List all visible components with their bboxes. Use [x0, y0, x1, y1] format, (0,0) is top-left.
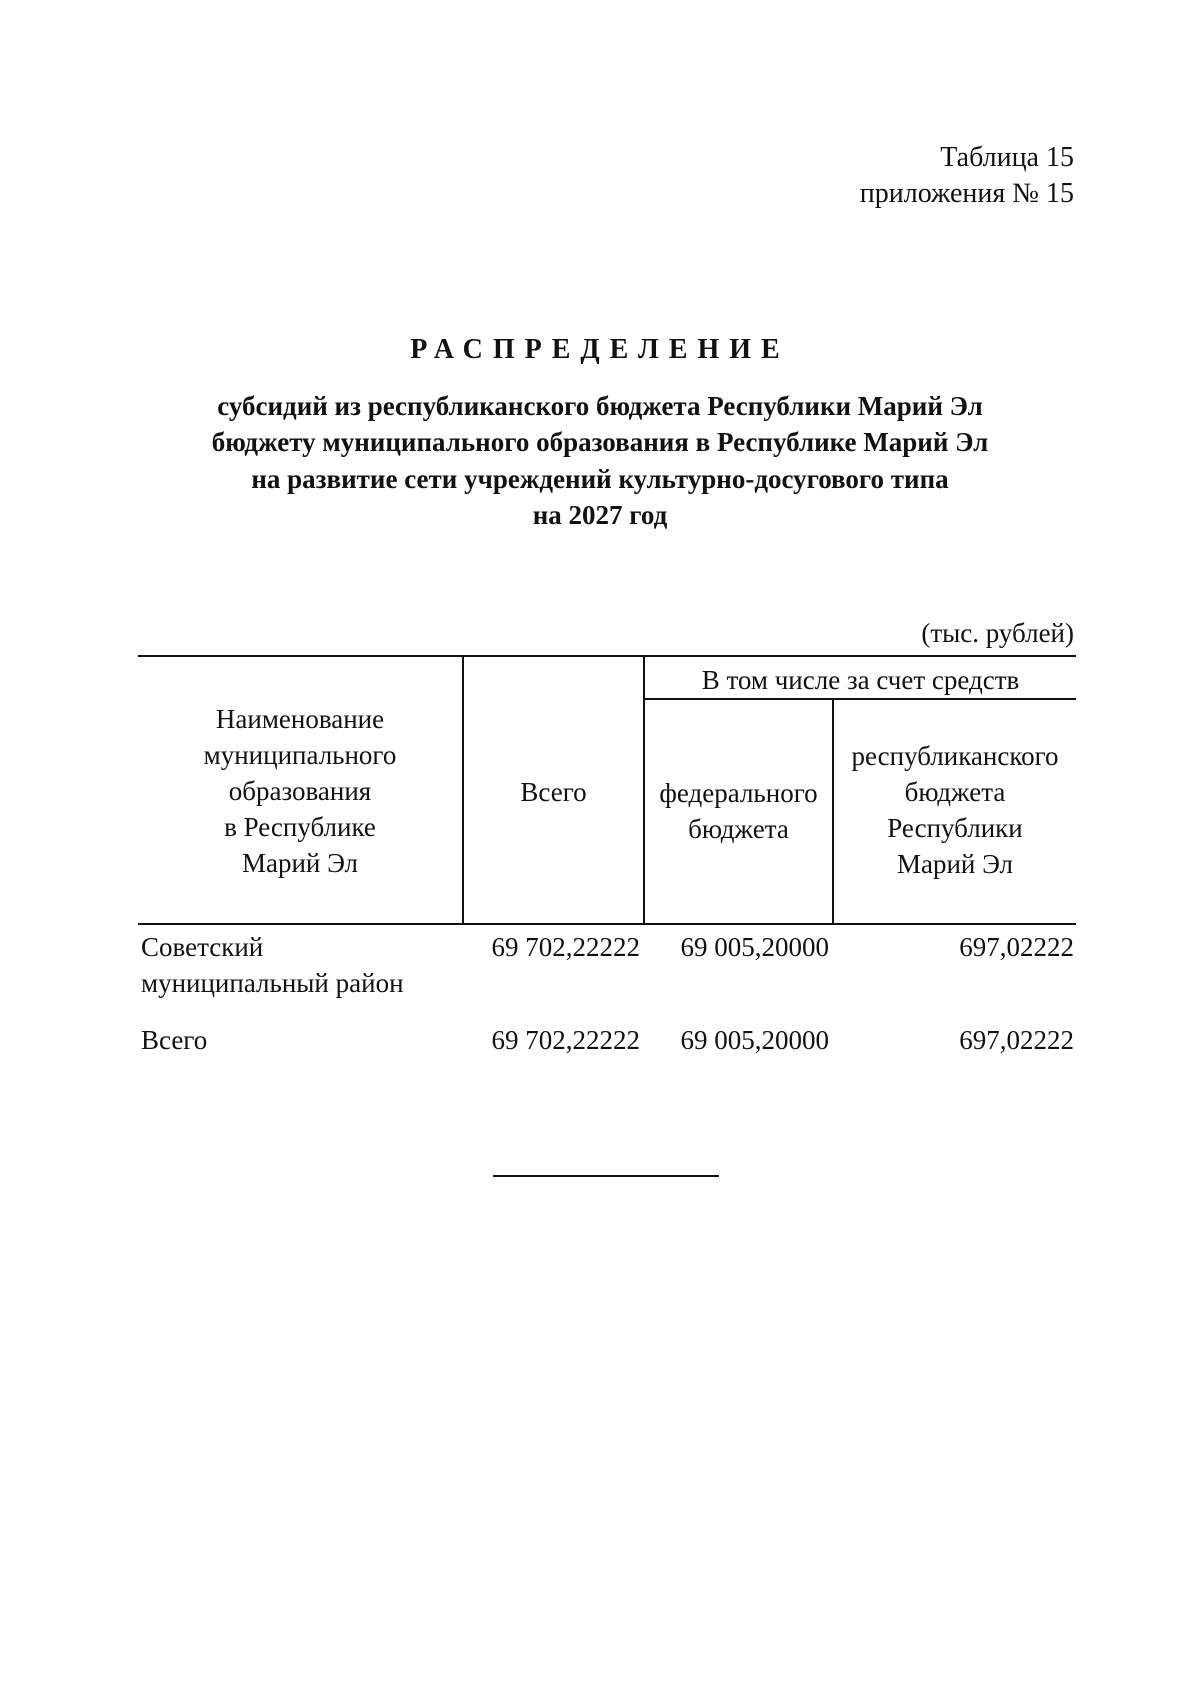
header-name-line: образования — [228, 776, 372, 806]
table-number-label: Таблица 15 — [940, 142, 1074, 173]
header-republic-line: бюджета — [904, 777, 1006, 807]
units-label: (тыс. рублей) — [921, 618, 1074, 648]
header-republic-column — [834, 738, 1076, 882]
table-row-name — [141, 929, 461, 1001]
end-divider-line — [493, 1175, 719, 1177]
document-title: РАСПРЕДЕЛЕНИЕ — [410, 334, 790, 365]
table-cell-republic: 697,02222 — [959, 932, 1074, 962]
table-group-divider — [644, 698, 1076, 700]
header-name-line: муниципального — [203, 740, 397, 770]
header-federal-line: бюджета — [688, 814, 789, 844]
subtitle-line-1: субсидий из республиканского бюджета Республики Марий Эл — [217, 391, 983, 421]
header-name-line: Марий Эл — [241, 848, 359, 878]
table-cell-federal: 69 005,20000 — [680, 1025, 829, 1055]
table-row-name — [141, 1022, 461, 1058]
header-name-line: Наименование — [215, 704, 385, 734]
header-republic-line: Республики — [887, 813, 1023, 843]
header-group-column: В том числе за счет средств — [701, 665, 1020, 695]
subtitle-line-2: бюджету муниципального образования в Республике Марий Эл — [211, 427, 989, 457]
header-republic-line: Марий Эл — [896, 849, 1014, 879]
header-name-column — [138, 701, 462, 881]
table-top-border — [138, 655, 1076, 657]
table-cell-total: 69 702,22222 — [491, 1025, 640, 1055]
appendix-label: приложения № 15 — [859, 178, 1074, 209]
row-name-line: муниципальный район — [141, 968, 404, 998]
table-cell-federal: 69 005,20000 — [680, 932, 829, 962]
subtitle-line-4: на 2027 год — [532, 500, 668, 530]
header-federal-line: федерального — [659, 778, 818, 808]
table-cell-total: 69 702,22222 — [491, 932, 640, 962]
row-name-line: Советский — [141, 932, 264, 962]
table-cell-republic: 697,02222 — [959, 1025, 1074, 1055]
header-republic-line: республиканского — [851, 741, 1059, 771]
header-federal-column — [645, 775, 832, 847]
header-name-line: в Республике — [224, 812, 376, 842]
header-total-column: Всего — [520, 777, 587, 807]
row-name-line: Всего — [141, 1025, 208, 1055]
table-header-bottom-border — [138, 923, 1076, 925]
subtitle-line-3: на развитие сети учреждений культурно-досугового типа — [251, 464, 949, 494]
